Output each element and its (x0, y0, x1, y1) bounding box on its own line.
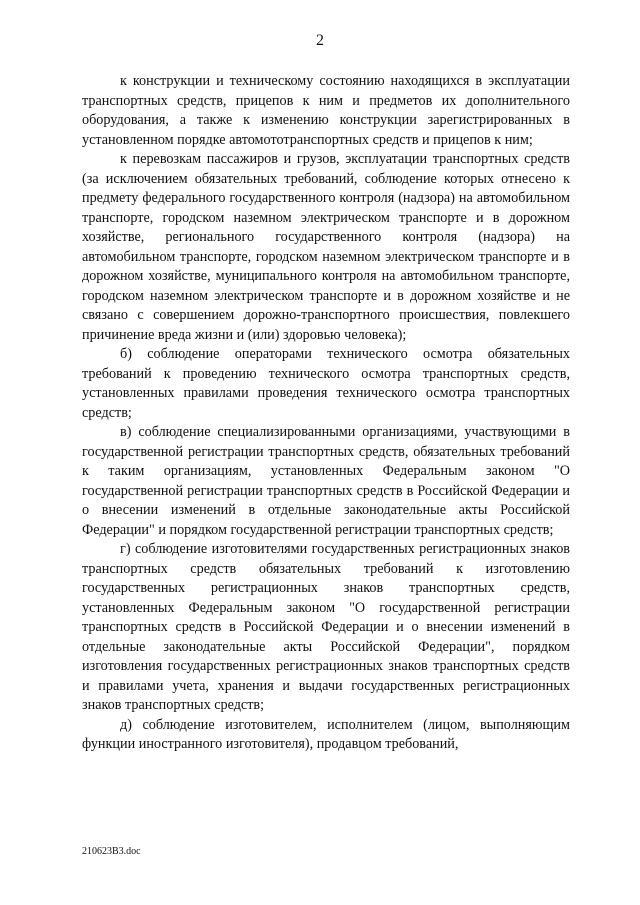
paragraph-transportation: к перевозкам пассажиров и грузов, эксплуатации транспортных средств (за исключением обязательных требований, соблюдение которых отнесено к предмету федерального государственного контроля (надзора) на автомобильном транспорте, городском наземном электрическом транспорте и в дорожном хозяйстве, регионального государственного контроля (надзора) на автомобильном транспорте, городском наземном электрическом транспорте и в дорожном хозяйстве, муниципального контроля на автомобильном транспорте, городском наземном электрическом транспорте и в дорожном хозяйстве и не связано с совершением дорожно-транспортного происшествия, повлекшего причинение вреда жизни и (или) здоровью человека); (82, 151, 570, 343)
document-body (82, 72, 570, 755)
paragraph-g-plates: г) соблюдение изготовителями государственных регистрационных знаков транспортных средств обязательных требований к изготовлению государственных регистрационных знаков транспортных средств, установленных Федеральным законом "О государственной регистрации транспортных средств в Российской Федерации и о внесении изменений в отдельные законодательные акты Российской Федерации", порядком изготовления государственных регистрационных знаков транспортных средств и правилами учета, хранения и выдачи государственных регистрационных знаков транспортных средств; (82, 541, 570, 713)
paragraph-construction: к конструкции и техническому состоянию находящихся в эксплуатации транспортных средств, прицепов к ним и предметов их дополнительного оборудования, а также к изменению конструкции зарегистрированных в установленном порядке автомототранспортных средств и прицепов к ним; (82, 73, 570, 148)
footer-filename: 210623В3.doc (82, 846, 141, 857)
page-number: 2 (316, 32, 324, 49)
paragraph-v-registration: в) соблюдение специализированными организациями, участвующими в государственной регистрации транспортных средств, обязательных требований к таким организациям, установленных Федеральным законом "О государственной регистрации транспортных средств в Российской Федерации и о внесении изменений в отдельные законодательные акты Российской Федерации" и порядком государственной регистрации транспортных средств; (82, 424, 570, 538)
paragraph-d-manufacturer: д) соблюдение изготовителем, исполнителем (лицом, выполняющим функции иностранного изготовителя), продавцом требований, (82, 716, 570, 752)
paragraph-b-inspection: б) соблюдение операторами технического осмотра обязательных требований к проведению технического осмотра транспортных средств, установленных правилами проведения технического осмотра транспортных средств; (82, 346, 570, 421)
